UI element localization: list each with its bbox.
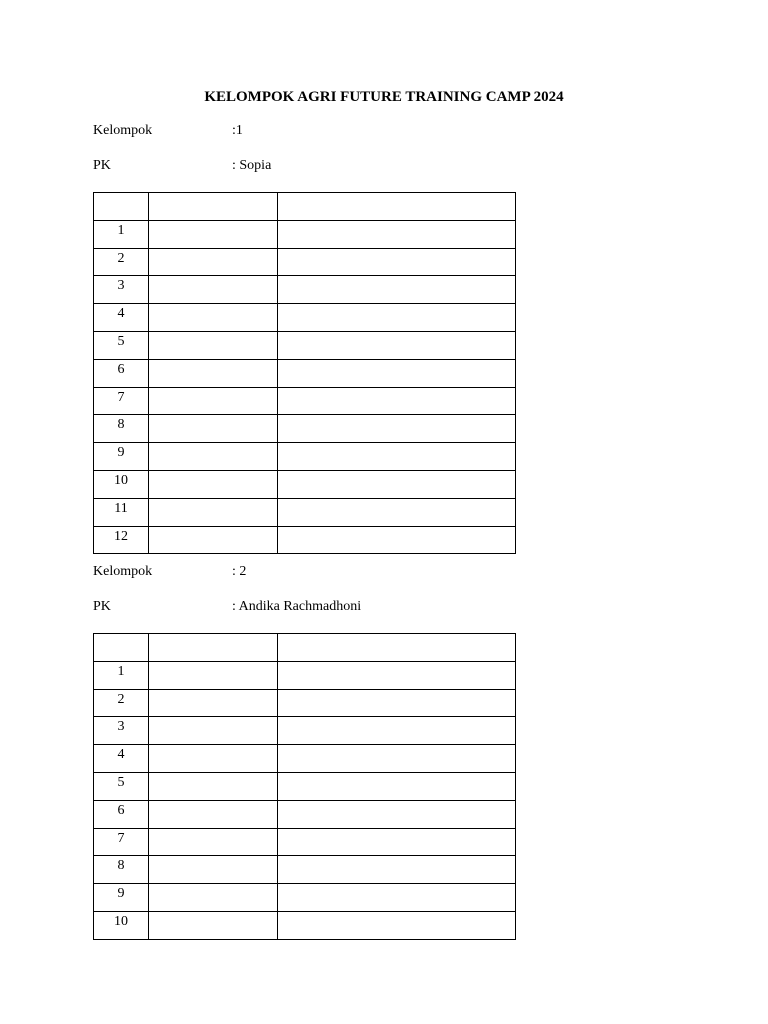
row-number: 11	[94, 498, 149, 526]
group-2-member-table	[93, 633, 516, 940]
table-cell	[149, 911, 278, 939]
table-cell	[149, 498, 278, 526]
table-row	[94, 828, 516, 856]
table-row	[94, 470, 516, 498]
table-cell	[149, 443, 278, 471]
row-number: 2	[94, 689, 149, 717]
pk-value: : Sopia	[232, 158, 272, 173]
row-number: 7	[94, 828, 149, 856]
table-cell	[149, 884, 278, 912]
table-cell	[149, 193, 278, 221]
table-cell	[278, 331, 516, 359]
table-cell	[149, 331, 278, 359]
row-number: 7	[94, 387, 149, 415]
table-cell	[278, 772, 516, 800]
row-number: 8	[94, 856, 149, 884]
row-number: 1	[94, 661, 149, 689]
table-row	[94, 498, 516, 526]
table-cell	[278, 745, 516, 773]
table-cell	[94, 193, 149, 221]
row-number: 12	[94, 526, 149, 554]
table-cell	[149, 526, 278, 554]
table-cell	[149, 387, 278, 415]
kelompok-value: : 2	[232, 564, 247, 579]
table-cell	[149, 359, 278, 387]
table-cell	[149, 745, 278, 773]
row-number: 2	[94, 248, 149, 276]
table-cell	[278, 526, 516, 554]
table-cell	[149, 828, 278, 856]
table-cell	[278, 911, 516, 939]
table-cell	[149, 304, 278, 332]
table-row	[94, 772, 516, 800]
row-number: 3	[94, 276, 149, 304]
table-cell	[278, 276, 516, 304]
table-header-row	[94, 193, 516, 221]
table-cell	[149, 689, 278, 717]
table-row	[94, 661, 516, 689]
table-cell	[278, 856, 516, 884]
table-row	[94, 526, 516, 554]
table-row	[94, 884, 516, 912]
table-cell	[278, 248, 516, 276]
row-number: 6	[94, 359, 149, 387]
table-cell	[278, 689, 516, 717]
table-cell	[94, 634, 149, 662]
table-cell	[278, 387, 516, 415]
table-row	[94, 276, 516, 304]
row-number: 10	[94, 470, 149, 498]
table-cell	[149, 661, 278, 689]
table-row	[94, 745, 516, 773]
row-number: 4	[94, 304, 149, 332]
pk-value: : Andika Rachmadhoni	[232, 599, 362, 614]
pk-label: PK	[93, 599, 111, 614]
table-cell	[278, 498, 516, 526]
kelompok-value: :1	[232, 123, 243, 138]
table-cell	[149, 856, 278, 884]
row-number: 4	[94, 745, 149, 773]
row-number: 6	[94, 800, 149, 828]
table-row	[94, 220, 516, 248]
row-number: 3	[94, 717, 149, 745]
table-cell	[149, 800, 278, 828]
kelompok-label: Kelompok	[93, 564, 153, 579]
table-cell	[278, 220, 516, 248]
table-cell	[149, 772, 278, 800]
table-cell	[278, 304, 516, 332]
kelompok-label: Kelompok	[93, 123, 153, 138]
table-cell	[278, 193, 516, 221]
table-row	[94, 331, 516, 359]
table-row	[94, 359, 516, 387]
table-cell	[149, 415, 278, 443]
table-row	[94, 717, 516, 745]
table-row	[94, 387, 516, 415]
row-number: 9	[94, 443, 149, 471]
table-cell	[149, 248, 278, 276]
table-row	[94, 689, 516, 717]
table-cell	[149, 470, 278, 498]
table-cell	[278, 415, 516, 443]
row-number: 10	[94, 911, 149, 939]
table-cell	[149, 276, 278, 304]
table-cell	[149, 634, 278, 662]
table-row	[94, 304, 516, 332]
table-cell	[278, 800, 516, 828]
row-number: 1	[94, 220, 149, 248]
table-cell	[278, 443, 516, 471]
row-number: 8	[94, 415, 149, 443]
table-row	[94, 443, 516, 471]
table-cell	[149, 220, 278, 248]
group-1-member-table	[93, 192, 516, 554]
pk-label: PK	[93, 158, 111, 173]
table-cell	[278, 634, 516, 662]
table-cell	[278, 884, 516, 912]
table-cell	[278, 717, 516, 745]
table-cell	[278, 661, 516, 689]
table-cell	[278, 470, 516, 498]
table-row	[94, 800, 516, 828]
row-number: 5	[94, 772, 149, 800]
row-number: 9	[94, 884, 149, 912]
row-number: 5	[94, 331, 149, 359]
table-row	[94, 911, 516, 939]
table-row	[94, 415, 516, 443]
table-row	[94, 248, 516, 276]
table-row	[94, 856, 516, 884]
document-title: KELOMPOK AGRI FUTURE TRAINING CAMP 2024	[204, 89, 564, 105]
table-cell	[278, 359, 516, 387]
table-cell	[278, 828, 516, 856]
table-cell	[149, 717, 278, 745]
table-header-row	[94, 634, 516, 662]
